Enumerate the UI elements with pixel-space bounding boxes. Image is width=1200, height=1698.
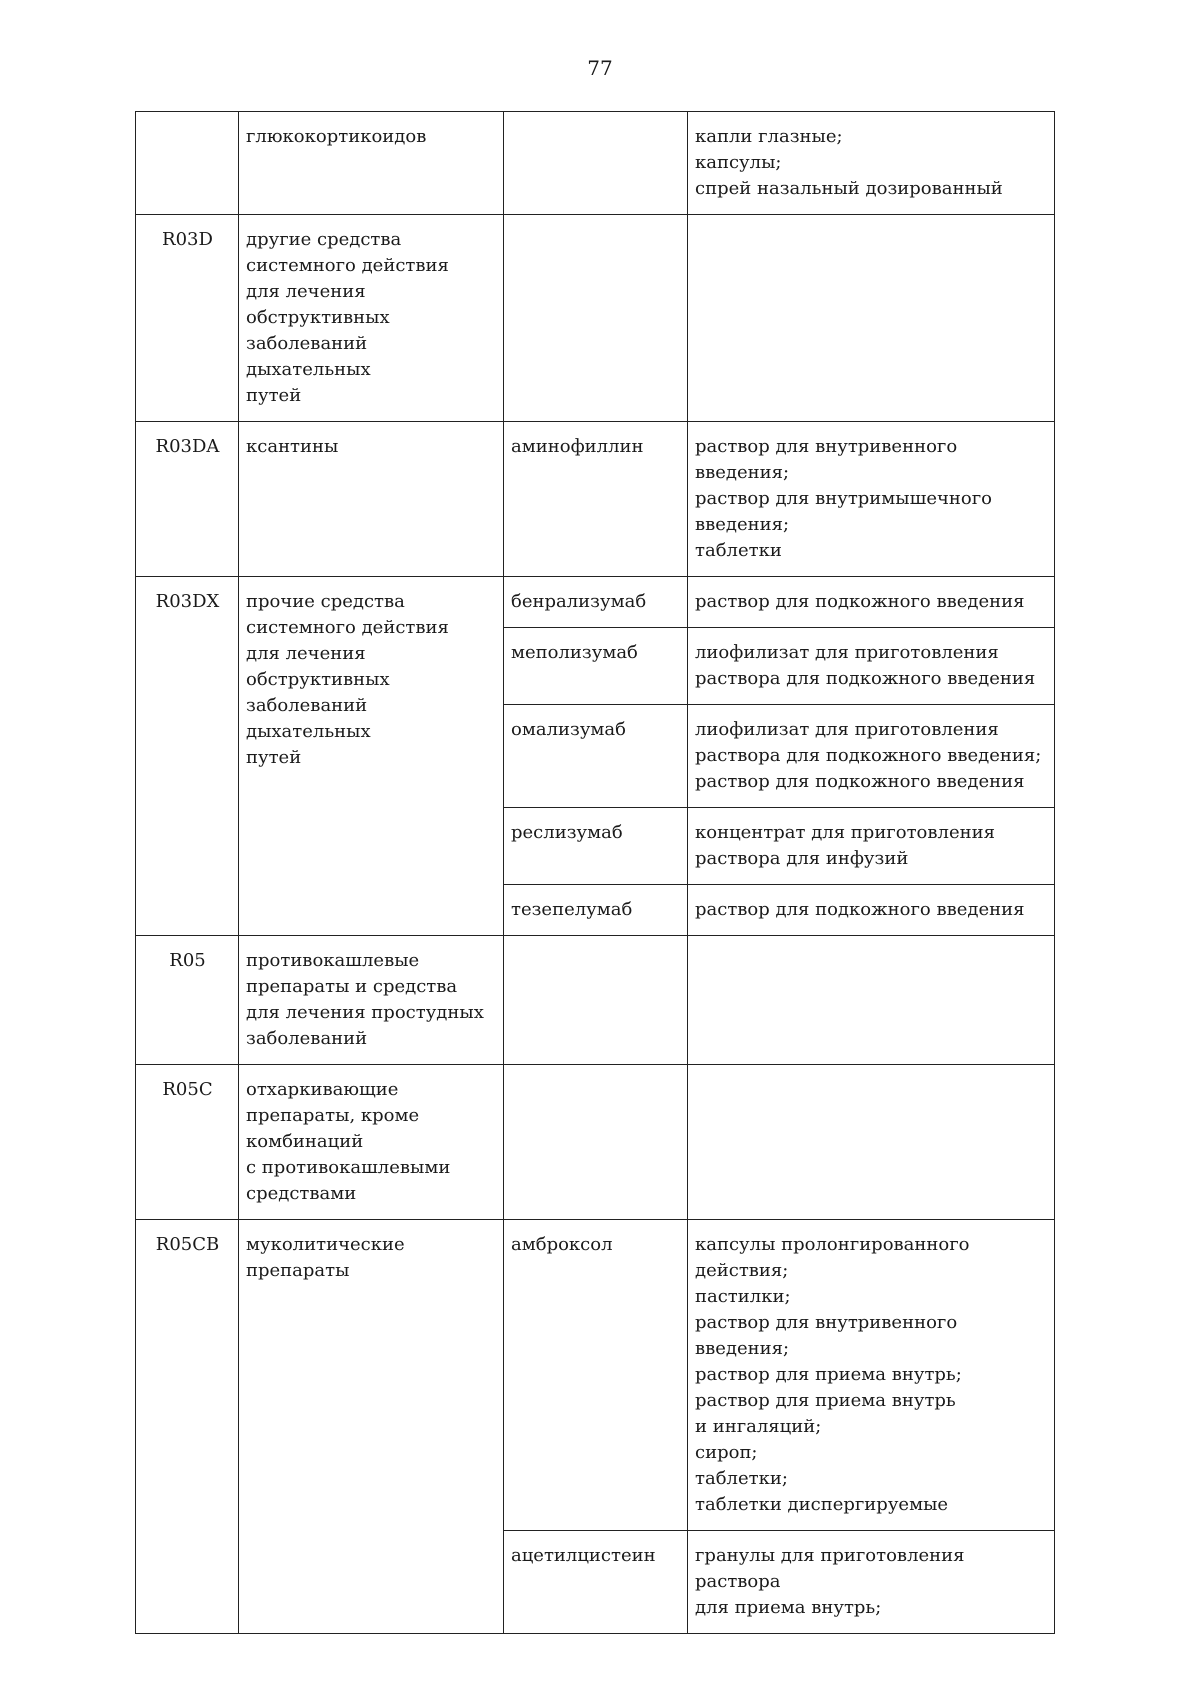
pharmacological-group: отхаркивающие препараты, кроме комбинаций с противокашлевыми средствами xyxy=(239,1065,504,1220)
dosage-forms: раствор для подкожного введения xyxy=(688,577,1055,628)
atc-code: R03D xyxy=(136,215,239,422)
drug-name xyxy=(504,936,688,1065)
medication-table xyxy=(135,111,1055,1634)
dosage-forms: капсулы пролонгированного действия; пастилки; раствор для внутривенного введения; раствор для приема внутрь; раствор для приема внутрь и ингаляций; сироп; таблетки; таблетки диспергируемые xyxy=(688,1220,1055,1531)
atc-code: R05CB xyxy=(136,1220,239,1634)
dosage-forms xyxy=(688,936,1055,1065)
dosage-forms xyxy=(688,215,1055,422)
table-row xyxy=(136,1220,1055,1531)
drug-name: амброксол xyxy=(504,1220,688,1531)
drug-name: ацетилцистеин xyxy=(504,1531,688,1634)
dosage-forms: раствор для внутривенного введения; раствор для внутримышечного введения; таблетки xyxy=(688,422,1055,577)
pharmacological-group: прочие средства системного действия для лечения обструктивных заболеваний дыхательных путей xyxy=(239,577,504,936)
pharmacological-group: глюкокортикоидов xyxy=(239,112,504,215)
page-number: 77 xyxy=(587,56,613,80)
atc-code: R05 xyxy=(136,936,239,1065)
pharmacological-group: другие средства системного действия для лечения обструктивных заболеваний дыхательных путей xyxy=(239,215,504,422)
table-row xyxy=(136,215,1055,422)
dosage-forms: концентрат для приготовления раствора для инфузий xyxy=(688,808,1055,885)
atc-code: R05C xyxy=(136,1065,239,1220)
dosage-forms xyxy=(688,1065,1055,1220)
table-row xyxy=(136,422,1055,577)
dosage-forms: раствор для подкожного введения xyxy=(688,885,1055,936)
atc-code: R03DX xyxy=(136,577,239,936)
dosage-forms: капли глазные; капсулы; спрей назальный дозированный xyxy=(688,112,1055,215)
pharmacological-group: противокашлевые препараты и средства для лечения простудных заболеваний xyxy=(239,936,504,1065)
drug-name: омализумаб xyxy=(504,705,688,808)
pharmacological-group: муколитические препараты xyxy=(239,1220,504,1634)
drug-name xyxy=(504,112,688,215)
table-row xyxy=(136,112,1055,215)
drug-name: аминофиллин xyxy=(504,422,688,577)
table-row xyxy=(136,936,1055,1065)
drug-name: тезепелумаб xyxy=(504,885,688,936)
drug-name: бенрализумаб xyxy=(504,577,688,628)
dosage-forms: гранулы для приготовления раствора для приема внутрь; xyxy=(688,1531,1055,1634)
dosage-forms: лиофилизат для приготовления раствора для подкожного введения xyxy=(688,628,1055,705)
pharmacological-group: ксантины xyxy=(239,422,504,577)
drug-name xyxy=(504,215,688,422)
atc-code: R03DA xyxy=(136,422,239,577)
drug-name: меполизумаб xyxy=(504,628,688,705)
dosage-forms: лиофилизат для приготовления раствора для подкожного введения; раствор для подкожного введения xyxy=(688,705,1055,808)
table-row xyxy=(136,1065,1055,1220)
table-row xyxy=(136,577,1055,628)
drug-name: реслизумаб xyxy=(504,808,688,885)
atc-code xyxy=(136,112,239,215)
drug-name xyxy=(504,1065,688,1220)
